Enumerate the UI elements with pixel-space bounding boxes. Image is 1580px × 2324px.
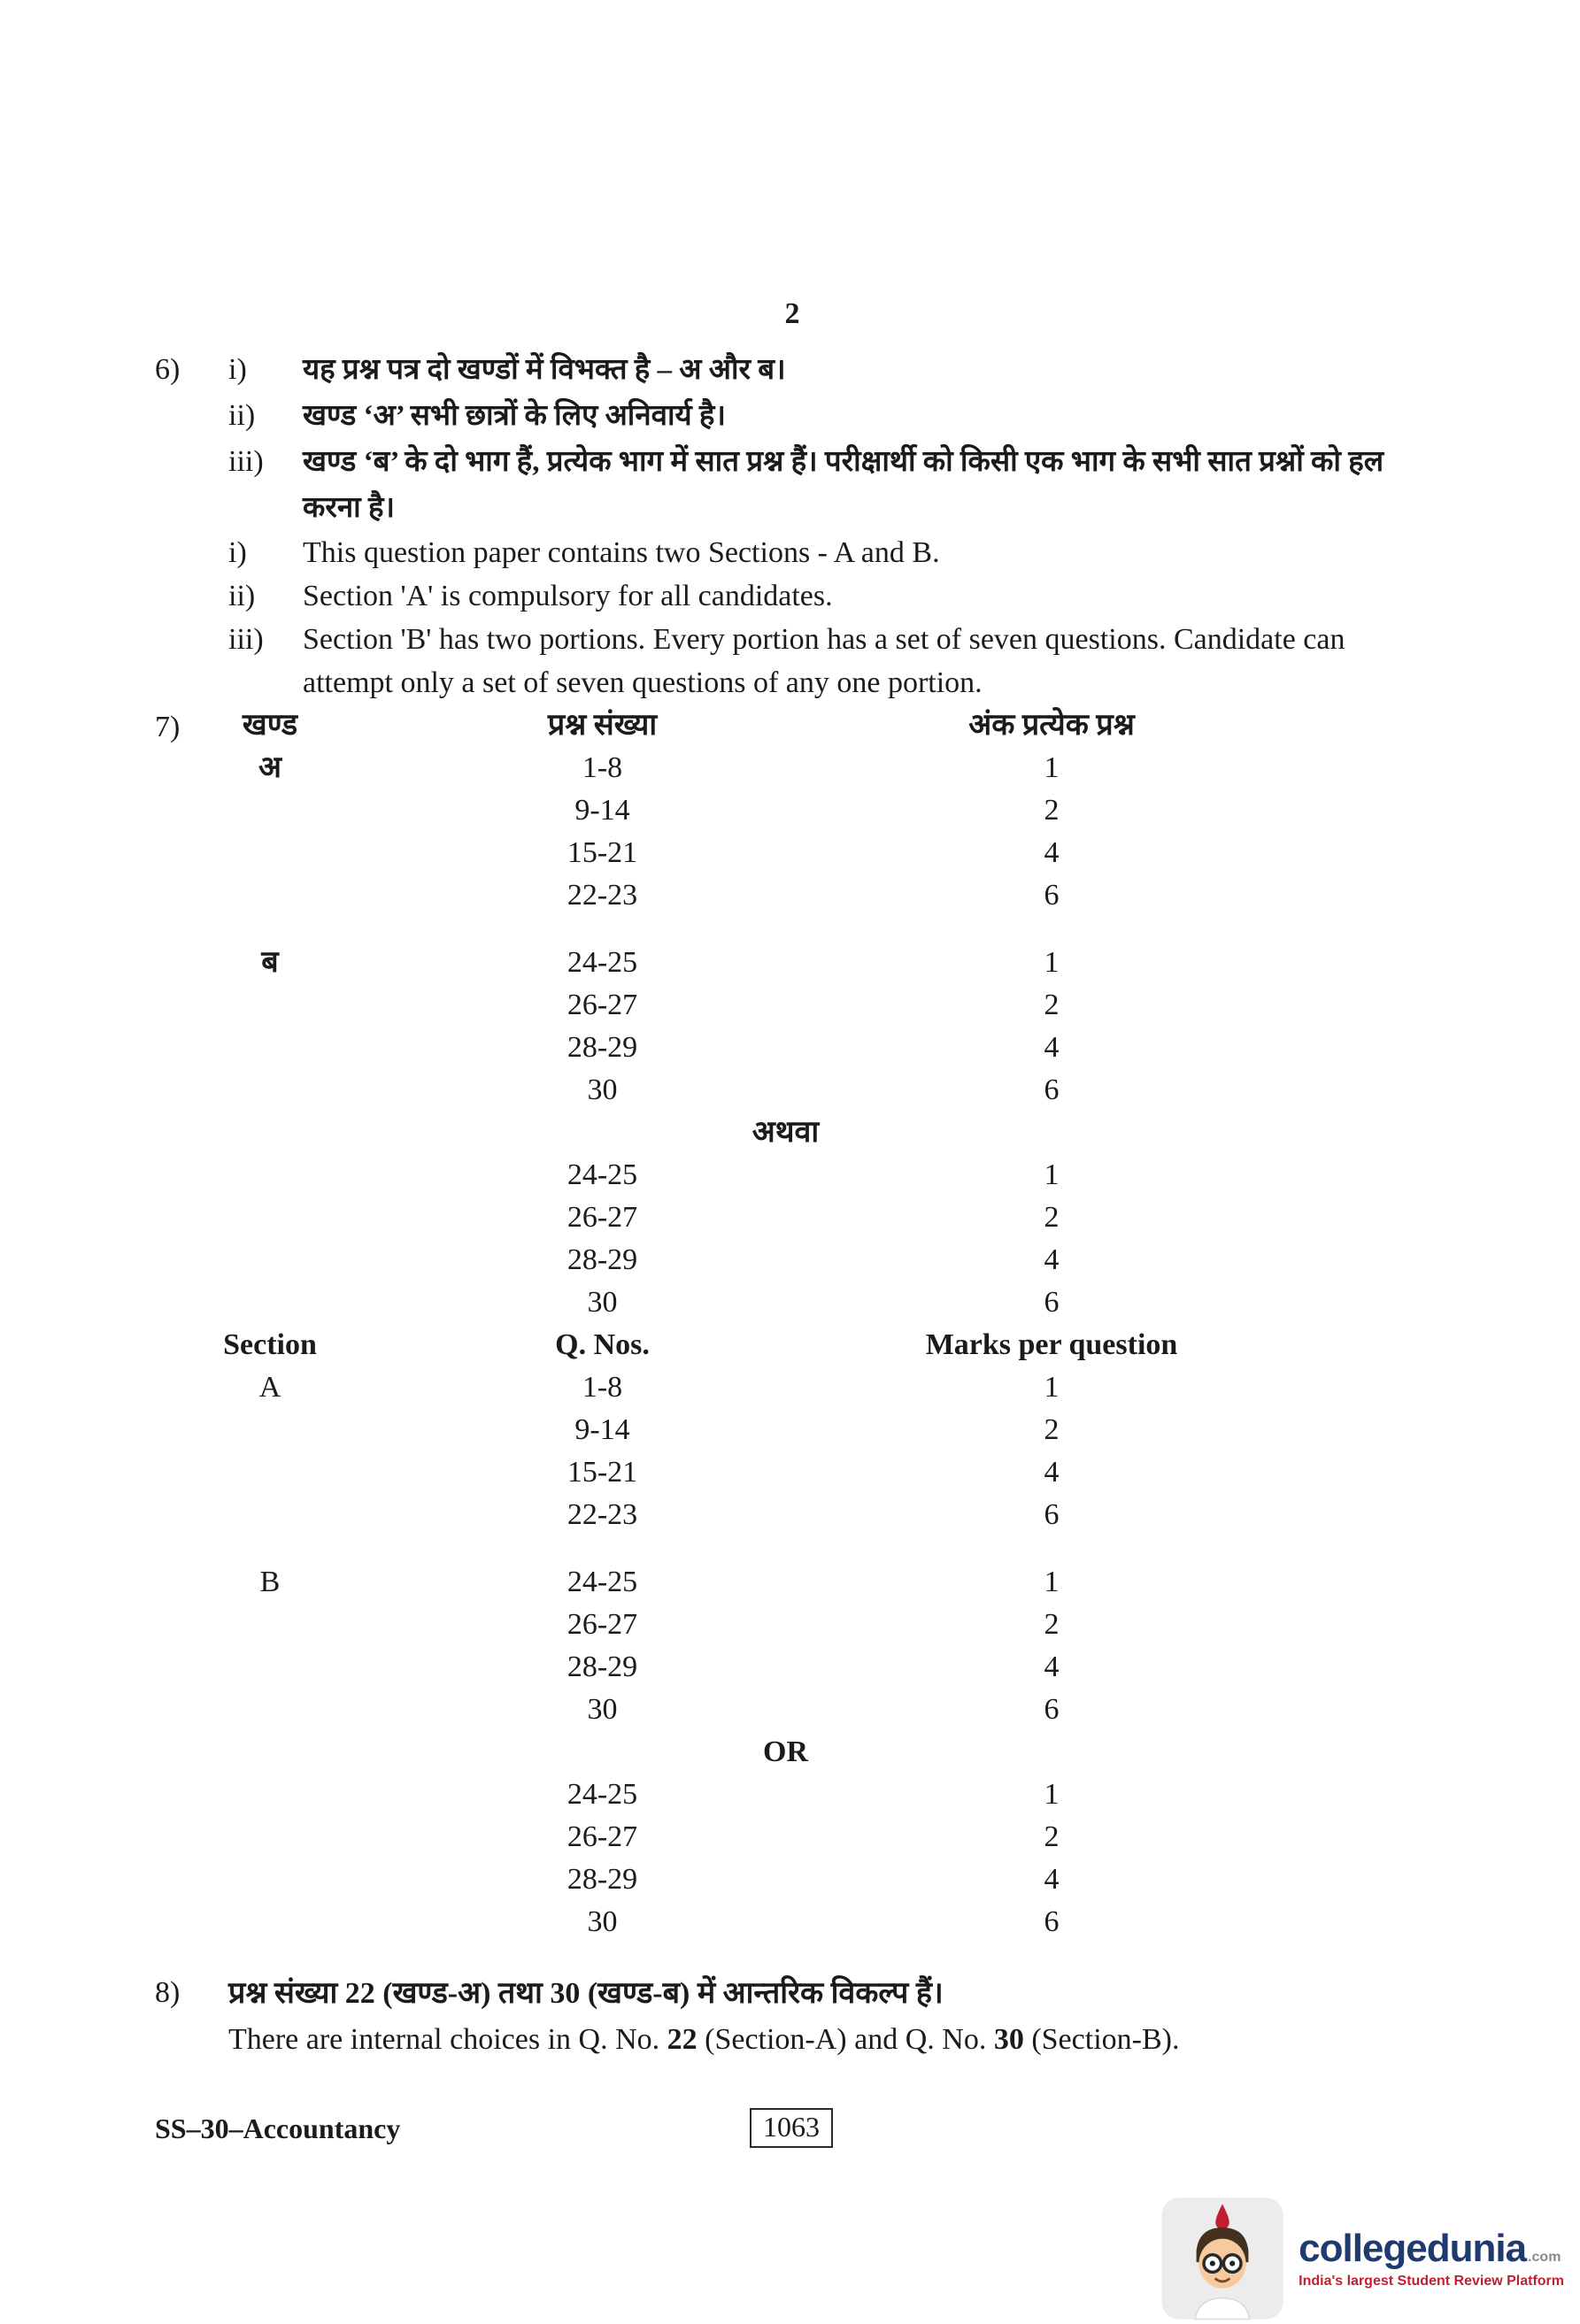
- marks-cell: 1: [1044, 1778, 1060, 1811]
- table-row: [204, 1281, 1430, 1324]
- instruction-text-english: This question paper contains two Sections - A and B.: [303, 536, 940, 569]
- brand-domain: .com: [1528, 2250, 1561, 2265]
- or-divider-row: [204, 1112, 1430, 1154]
- qnos-cell: 9-14: [574, 1413, 630, 1446]
- item-6-body: [228, 347, 1430, 704]
- header-marks: Marks per question: [925, 1328, 1178, 1361]
- marks-cell: 4: [1044, 1863, 1060, 1896]
- instruction-line: [228, 439, 1430, 531]
- qnos-cell: 28-29: [566, 1651, 638, 1683]
- table-row: [204, 747, 1430, 789]
- qnos-cell: 24-25: [566, 1566, 638, 1598]
- marks-cell: 2: [1044, 1820, 1060, 1853]
- table-row: [204, 1604, 1430, 1646]
- text-part: (Section-A) and Q. No.: [697, 2023, 994, 2056]
- qnos-cell: 9-14: [574, 794, 630, 827]
- qnos-cell: 24-25: [566, 1158, 638, 1191]
- instruction-item-7: [155, 704, 1430, 1943]
- empty-cell: [204, 1112, 336, 1154]
- table-row: [204, 1561, 1430, 1604]
- marks-cell: 1: [1044, 1371, 1060, 1404]
- section-cell: [204, 1451, 336, 1494]
- marks-cell: 6: [1044, 1286, 1060, 1319]
- table-row: [204, 1451, 1430, 1494]
- header-marks: अंक प्रत्येक प्रश्न: [968, 709, 1135, 742]
- section-cell: B: [259, 1566, 281, 1598]
- marks-cell: 6: [1044, 1498, 1060, 1531]
- instruction-line: [228, 618, 1430, 704]
- table-row: [204, 1366, 1430, 1409]
- brand-name: collegedunia: [1299, 2227, 1527, 2270]
- section-cell: [204, 832, 336, 874]
- table-row: [204, 1689, 1430, 1731]
- table-row: [204, 1858, 1430, 1901]
- header-qnos: Q. Nos.: [555, 1328, 650, 1361]
- marks-cell: 1: [1044, 946, 1060, 979]
- qnos-cell: 22-23: [566, 1498, 638, 1531]
- table-row: [204, 1816, 1430, 1858]
- table-row: [204, 942, 1430, 984]
- paper-code: SS–30–Accountancy: [155, 2112, 401, 2144]
- or-label-english: OR: [763, 1735, 808, 1768]
- section-cell: [204, 1901, 336, 1943]
- table-row: [204, 1239, 1430, 1281]
- instruction-item-6: [155, 347, 1430, 704]
- marks-table-header-english: [204, 1324, 1430, 1366]
- item-8-label: 8): [155, 1976, 181, 2009]
- qnos-cell: 26-27: [566, 1820, 638, 1853]
- section-cell: [204, 984, 336, 1027]
- booklet-number: 1063: [750, 2108, 833, 2148]
- instruction-item-8: [155, 1970, 1430, 2062]
- section-cell: [204, 789, 336, 832]
- table-row: [204, 984, 1430, 1027]
- brand-text-block: [1299, 2228, 1564, 2289]
- instruction-line: [228, 393, 1430, 439]
- question-number: 30: [550, 1977, 581, 2010]
- sub-numeral: i): [228, 353, 247, 386]
- instruction-line: [228, 347, 1430, 393]
- table-row: [204, 1774, 1430, 1816]
- qnos-cell: 24-25: [566, 1778, 638, 1811]
- marks-cell: 1: [1044, 751, 1060, 784]
- internal-choice-note-hindi: [228, 1970, 1430, 2018]
- brand-tagline: India's largest Student Review Platform: [1299, 2274, 1564, 2289]
- item-8-body: [228, 1970, 1430, 2062]
- table-row: [204, 1027, 1430, 1069]
- qnos-cell: 30: [587, 1286, 618, 1319]
- instruction-text-hindi: खण्ड ‘अ’ सभी छात्रों के लिए अनिवार्य है।: [303, 400, 726, 432]
- qnos-cell: 15-21: [566, 836, 638, 869]
- qnos-cell: 26-27: [566, 1201, 638, 1234]
- item-6-label: 6): [155, 353, 181, 386]
- marks-cell: 6: [1044, 1693, 1060, 1726]
- table-row: [204, 1646, 1430, 1689]
- marks-table-header-hindi: [204, 704, 1430, 747]
- sub-numeral: i): [228, 536, 247, 569]
- section-cell: A: [258, 1371, 281, 1404]
- section-cell: [204, 1027, 336, 1069]
- table-row: [204, 1069, 1430, 1112]
- marks-cell: 4: [1044, 1031, 1060, 1064]
- question-number: 30: [993, 2023, 1024, 2056]
- qnos-cell: 28-29: [566, 1031, 638, 1064]
- table-row: [204, 874, 1430, 917]
- marks-table: [204, 704, 1430, 1943]
- qnos-cell: 30: [587, 1905, 618, 1938]
- qnos-cell: 15-21: [566, 1456, 638, 1489]
- marks-cell: 2: [1044, 1413, 1060, 1446]
- section-cell: [204, 1689, 336, 1731]
- question-number: 22: [667, 2023, 698, 2056]
- marks-cell: 6: [1044, 1905, 1060, 1938]
- marks-cell: 2: [1044, 989, 1060, 1021]
- header-qnos: प्रश्न संख्या: [547, 709, 658, 742]
- instruction-text-hindi: यह प्रश्न पत्र दो खण्डों में विभक्त है – अ और ब।: [303, 354, 786, 386]
- section-cell: [204, 1604, 336, 1646]
- instruction-text-hindi: खण्ड ‘ब’ के दो भाग हैं, प्रत्येक भाग में सात प्रश्न हैं। परीक्षार्थी को किसी एक भाग के सभी सात प्रश्नों को हल करना है।: [303, 446, 1384, 524]
- section-cell: [204, 1197, 336, 1239]
- or-divider-row: [204, 1731, 1430, 1774]
- qnos-cell: 22-23: [566, 879, 638, 912]
- section-cell: [204, 1239, 336, 1281]
- qnos-cell: 28-29: [566, 1863, 638, 1896]
- marks-cell: 6: [1044, 1074, 1060, 1106]
- text-part: (खण्ड-ब) में आन्तरिक विकल्प हैं।: [580, 1977, 944, 2010]
- section-cell: [204, 1281, 336, 1324]
- sub-numeral: ii): [228, 580, 256, 612]
- text-part: (खण्ड-अ) तथा: [374, 1977, 551, 2010]
- qnos-cell: 30: [587, 1074, 618, 1106]
- section-cell: [204, 1494, 336, 1536]
- header-section: Section: [223, 1328, 317, 1361]
- text-part: (Section-B).: [1023, 2023, 1180, 2056]
- page-footer: [155, 2103, 1430, 2159]
- marks-cell: 4: [1044, 1243, 1060, 1276]
- table-row: [204, 789, 1430, 832]
- collegedunia-watermark: [1160, 2197, 1564, 2320]
- table-row: [204, 1154, 1430, 1197]
- table-row: [204, 832, 1430, 874]
- section-cell: [204, 1646, 336, 1689]
- qnos-cell: 28-29: [566, 1243, 638, 1276]
- marks-cell: 4: [1044, 836, 1060, 869]
- marks-cell: 4: [1044, 1651, 1060, 1683]
- table-row: [204, 1197, 1430, 1239]
- internal-choice-note-english: [228, 2018, 1430, 2062]
- question-number: 22: [344, 1977, 375, 2010]
- section-cell: [204, 1409, 336, 1451]
- qnos-cell: 30: [587, 1693, 618, 1726]
- item-7-label: 7): [155, 711, 181, 743]
- instruction-text-english: Section 'A' is compulsory for all candidates.: [303, 580, 833, 612]
- instruction-line: [228, 531, 1430, 574]
- table-row: [204, 1494, 1430, 1536]
- section-cell: [204, 1069, 336, 1112]
- section-cell: [204, 1154, 336, 1197]
- qnos-cell: 24-25: [566, 946, 638, 979]
- marks-cell: 2: [1044, 1201, 1060, 1234]
- marks-cell: 2: [1044, 794, 1060, 827]
- page-number: 2: [784, 297, 800, 330]
- instruction-line: [228, 574, 1430, 618]
- marks-cell: 1: [1044, 1158, 1060, 1191]
- collegedunia-mascot-icon: [1160, 2197, 1284, 2320]
- text-part: There are internal choices in Q. No.: [228, 2023, 667, 2056]
- marks-cell: 4: [1044, 1456, 1060, 1489]
- qnos-cell: 1-8: [582, 751, 623, 784]
- section-cell: [204, 1858, 336, 1901]
- table-row: [204, 1901, 1430, 1943]
- text-part: प्रश्न संख्या: [228, 1977, 345, 2010]
- qnos-cell: 1-8: [582, 1371, 623, 1404]
- section-cell: [204, 874, 336, 917]
- sub-numeral: iii): [228, 445, 264, 478]
- marks-cell: 6: [1044, 879, 1060, 912]
- empty-cell: [204, 1731, 336, 1774]
- section-cell: [204, 1774, 336, 1816]
- qnos-cell: 26-27: [566, 1608, 638, 1641]
- instruction-text-english: Section 'B' has two portions. Every portion has a set of seven questions. Candidate can attempt only a set of seven questions of any one portion.: [303, 623, 1345, 699]
- sub-numeral: iii): [228, 623, 264, 656]
- header-section: खण्ड: [242, 709, 298, 742]
- section-cell: ब: [261, 946, 279, 979]
- marks-cell: 2: [1044, 1608, 1060, 1641]
- section-cell: अ: [258, 751, 281, 784]
- qnos-cell: 26-27: [566, 989, 638, 1021]
- table-row: [204, 1409, 1430, 1451]
- or-label-hindi: अथवा: [751, 1116, 820, 1149]
- section-cell: [204, 1816, 336, 1858]
- sub-numeral: ii): [228, 399, 256, 432]
- marks-cell: 1: [1044, 1566, 1060, 1598]
